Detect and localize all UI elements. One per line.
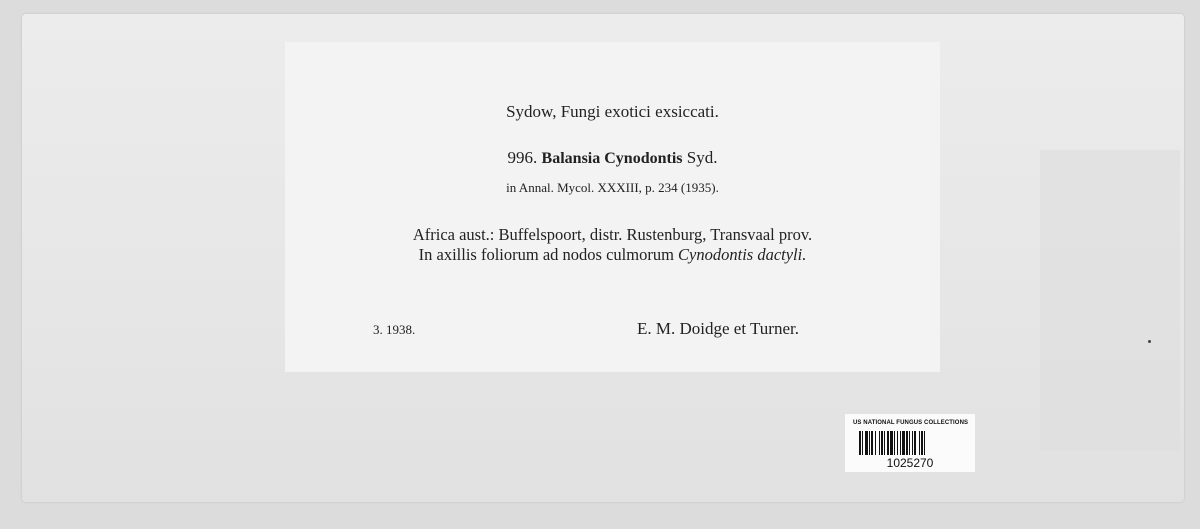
collection-date: 3. 1938.: [373, 322, 416, 337]
ink-speck: [1148, 340, 1151, 343]
taxon-author: Syd.: [686, 148, 718, 167]
barcode-label: [845, 414, 975, 472]
taxon-name: Balansia Cynodontis: [541, 150, 683, 167]
locality: Africa aust.: Buffelspoort, distr. Rustenburg, Transvaal prov.: [412, 225, 813, 244]
habitat: [285, 245, 940, 265]
taxon-line: [285, 148, 940, 168]
envelope-flap: [1040, 150, 1180, 450]
barcode-institution: US NATIONAL FUNGUS COLLECTIONS: [853, 420, 969, 426]
collectors: E. M. Doidge et Turner.: [637, 319, 799, 338]
barcode-number: 1025270: [886, 456, 934, 470]
habitat-text: In axillis foliorum ad nodos culmorum: [418, 245, 674, 264]
citation: in Annal. Mycol. XXXIII, p. 234 (1935).: [506, 180, 719, 195]
barcode-icon: [859, 431, 961, 455]
series-title: Sydow, Fungi exotici exsiccati.: [506, 102, 719, 121]
specimen-number: 996.: [507, 148, 538, 167]
specimen-label: [285, 42, 940, 372]
host-name: Cynodontis dactyli.: [678, 245, 807, 264]
